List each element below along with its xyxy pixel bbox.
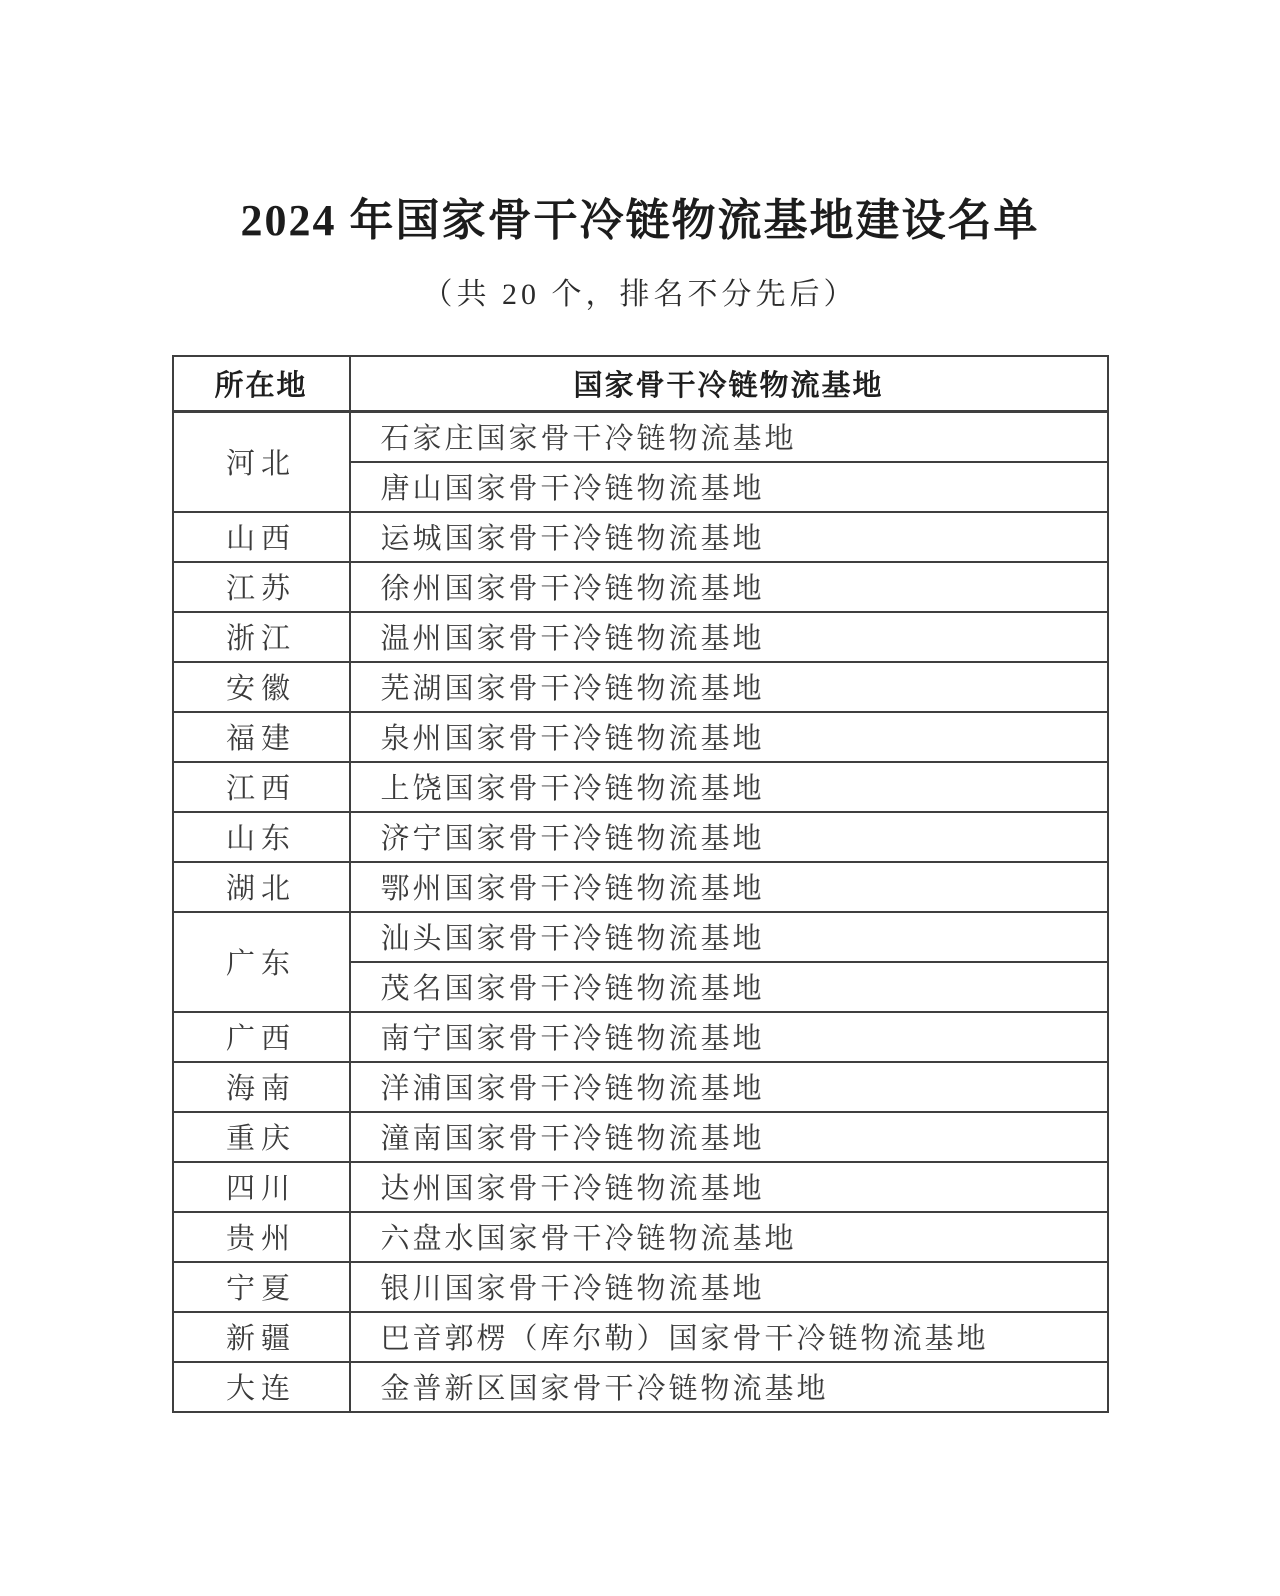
document-title: 2024 年国家骨干冷链物流基地建设名单: [240, 196, 1040, 245]
table-row: [173, 812, 1108, 862]
base-cell: 南宁国家骨干冷链物流基地: [350, 1012, 1108, 1062]
region-cell: 江西: [173, 762, 350, 812]
base-cell: 石家庄国家骨干冷链物流基地: [350, 412, 1108, 462]
base-cell: 芜湖国家骨干冷链物流基地: [350, 662, 1108, 712]
table-row: [173, 1062, 1108, 1112]
table-body: [173, 412, 1108, 1412]
base-cell: 济宁国家骨干冷链物流基地: [350, 812, 1108, 862]
region-cell: 浙江: [173, 612, 350, 662]
table-row: [173, 912, 1108, 962]
region-cell: 宁夏: [173, 1262, 350, 1312]
region-cell: 大连: [173, 1362, 350, 1412]
region-cell: 四川: [173, 1162, 350, 1212]
region-cell: 山东: [173, 812, 350, 862]
table-row: [173, 412, 1108, 462]
region-cell: 重庆: [173, 1112, 350, 1162]
table-row: [173, 712, 1108, 762]
table-row: [173, 762, 1108, 812]
header-base: 国家骨干冷链物流基地: [350, 356, 1108, 412]
base-cell: 潼南国家骨干冷链物流基地: [350, 1112, 1108, 1162]
region-cell: 福建: [173, 712, 350, 762]
table-header-row: [173, 356, 1108, 412]
table-row: [173, 862, 1108, 912]
region-cell: 河北: [173, 412, 350, 512]
table-row: [173, 1112, 1108, 1162]
cold-chain-base-table: [172, 355, 1109, 1413]
table-row: [173, 1362, 1108, 1412]
table-row: [173, 1262, 1108, 1312]
region-cell: 广东: [173, 912, 350, 1012]
header-region: 所在地: [173, 356, 350, 412]
base-cell: 茂名国家骨干冷链物流基地: [350, 962, 1108, 1012]
table-row: [173, 562, 1108, 612]
base-cell: 洋浦国家骨干冷链物流基地: [350, 1062, 1108, 1112]
table-row: [173, 612, 1108, 662]
base-cell: 汕头国家骨干冷链物流基地: [350, 912, 1108, 962]
document-subtitle: （共 20 个，排名不分先后）: [422, 277, 858, 311]
base-cell: 运城国家骨干冷链物流基地: [350, 512, 1108, 562]
region-cell: 贵州: [173, 1212, 350, 1262]
base-cell: 上饶国家骨干冷链物流基地: [350, 762, 1108, 812]
region-cell: 新疆: [173, 1312, 350, 1362]
table-row: [173, 1012, 1108, 1062]
base-cell: 六盘水国家骨干冷链物流基地: [350, 1212, 1108, 1262]
region-cell: 广西: [173, 1012, 350, 1062]
table-row: [173, 1212, 1108, 1262]
base-cell: 唐山国家骨干冷链物流基地: [350, 462, 1108, 512]
region-cell: 江苏: [173, 562, 350, 612]
base-cell: 达州国家骨干冷链物流基地: [350, 1162, 1108, 1212]
table-row: [173, 1312, 1108, 1362]
table-row: [173, 662, 1108, 712]
region-cell: 海南: [173, 1062, 350, 1112]
region-cell: 安徽: [173, 662, 350, 712]
base-cell: 徐州国家骨干冷链物流基地: [350, 562, 1108, 612]
base-cell: 温州国家骨干冷链物流基地: [350, 612, 1108, 662]
table-row: [173, 512, 1108, 562]
base-cell: 银川国家骨干冷链物流基地: [350, 1262, 1108, 1312]
region-cell: 山西: [173, 512, 350, 562]
base-cell: 金普新区国家骨干冷链物流基地: [350, 1362, 1108, 1412]
region-cell: 湖北: [173, 862, 350, 912]
table-row: [173, 1162, 1108, 1212]
base-cell: 鄂州国家骨干冷链物流基地: [350, 862, 1108, 912]
base-cell: 泉州国家骨干冷链物流基地: [350, 712, 1108, 762]
base-cell: 巴音郭楞（库尔勒）国家骨干冷链物流基地: [350, 1312, 1108, 1362]
